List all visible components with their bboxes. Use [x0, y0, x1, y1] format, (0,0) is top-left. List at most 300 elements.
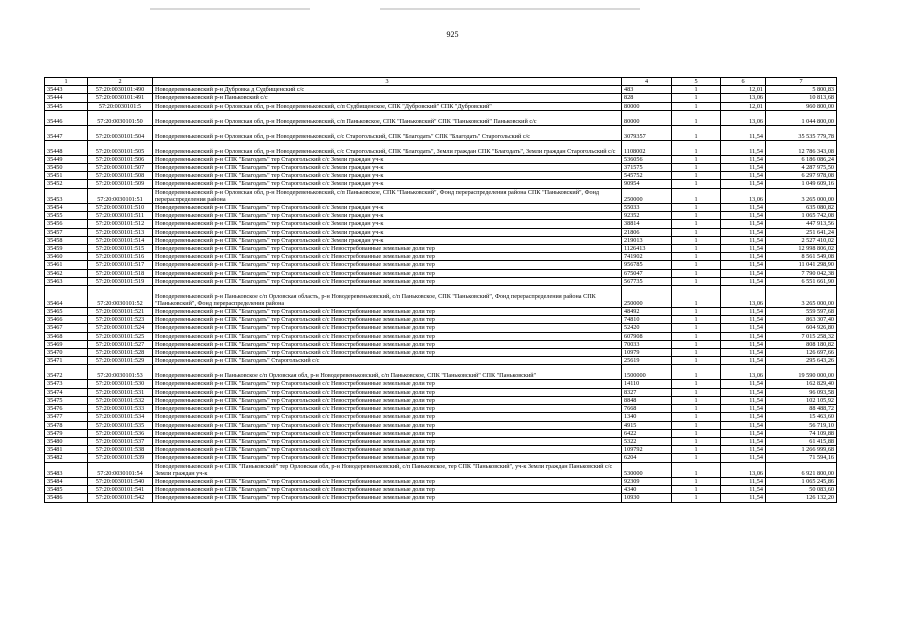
value-cell: 295 643,26: [766, 357, 837, 365]
rate-cell: 11,54: [721, 437, 766, 445]
value-cell: 19 590 000,00: [766, 365, 837, 380]
cadastral-number-cell: 57:20:0030101:533: [88, 405, 153, 413]
cadastral-number-cell: 57:20:0030101:514: [88, 236, 153, 244]
cadastral-number-cell: 57:20:0030101:490: [88, 86, 153, 94]
address-cell: Новодеревеньковский р-н СПК "Благодать" тер Старогольский с/с Невостребованные земельные доли тер: [153, 253, 622, 261]
table-row: [45, 220, 837, 228]
area-cell: 250000: [622, 286, 672, 308]
count-cell: 1: [672, 269, 721, 277]
rate-cell: 11,54: [721, 413, 766, 421]
rate-cell: 11,54: [721, 204, 766, 212]
table-row: [45, 324, 837, 332]
cadastral-number-cell: 57:20:0030101:523: [88, 316, 153, 324]
area-cell: 567735: [622, 277, 672, 285]
area-cell: 1500000: [622, 365, 672, 380]
rate-cell: 11,54: [721, 228, 766, 236]
rate-cell: 11,54: [721, 332, 766, 340]
address-cell: Новодеревеньковский р-н СПК "Благодать" тер Старогольский с/с Невостребованные земельные доли тер: [153, 308, 622, 316]
cadastral-number-cell: 57:20:0030101:537: [88, 437, 153, 445]
table-row: [45, 253, 837, 261]
page-number: 925: [446, 30, 459, 39]
area-cell: 1340: [622, 413, 672, 421]
address-cell: Новодеревеньковский р-н Паньковское с/п Орловская обл, р-н Новодеревеньковский, с/п Паньковское, СПК "Паньковский" СПК "Паньковский": [153, 365, 622, 380]
row-number-cell: 35462: [45, 269, 88, 277]
cadastral-number-cell: 57:20:0030101:528: [88, 349, 153, 357]
table-row: [45, 494, 837, 502]
address-cell: Новодеревеньковский р-н СПК "Благодать" тер Старогольский с/с Невостребованные земельные доли тер: [153, 477, 622, 485]
count-cell: 1: [672, 140, 721, 155]
table-row: [45, 110, 837, 125]
value-cell: 447 913,56: [766, 220, 837, 228]
rate-cell: 11,54: [721, 494, 766, 502]
row-number-cell: 35449: [45, 155, 88, 163]
row-number-cell: 35450: [45, 164, 88, 172]
rate-cell: 11,54: [721, 349, 766, 357]
count-cell: 1: [672, 102, 721, 110]
value-cell: 15 463,60: [766, 413, 837, 421]
address-cell: Новодеревеньковский р-н СПК "Благодать" тер Старогольский с/с Невостребованные земельные доли тер: [153, 446, 622, 454]
value-cell: 5 800,83: [766, 86, 837, 94]
value-cell: 251 641,24: [766, 228, 837, 236]
cadastral-number-cell: 57:20:0030101:504: [88, 125, 153, 140]
rate-cell: 13,06: [721, 365, 766, 380]
row-number-cell: 35452: [45, 180, 88, 188]
address-cell: Новодеревеньковский р-н Орловская обл, р-н Новодеревеньковский, с/п Паньковское, СПК "Паньковский", Фонд перераспределения района СПК "Паньковский", Фонд перераспределения района: [153, 188, 622, 203]
column-header: 2: [88, 78, 153, 86]
value-cell: 1 065 742,08: [766, 212, 837, 220]
cadastral-number-cell: 57:20:0030101:53: [88, 365, 153, 380]
rate-cell: 11,54: [721, 446, 766, 454]
area-cell: 92352: [622, 212, 672, 220]
address-cell: Новодеревеньковский р-н СПК "Благодать" Старогольский с/с: [153, 357, 622, 365]
table-row: [45, 421, 837, 429]
address-cell: Новодеревеньковский р-н Дубровка д Судбищенский с/с: [153, 86, 622, 94]
table-row: [45, 204, 837, 212]
table-row: [45, 477, 837, 485]
cadastral-number-cell: 57:20:0030101:491: [88, 94, 153, 102]
cadastral-number-cell: 57:20:0030101:50: [88, 110, 153, 125]
address-cell: Новодеревеньковский р-н СПК "Благодать" тер Старогольский с/с Земли граждан уч-к: [153, 155, 622, 163]
area-cell: 109792: [622, 446, 672, 454]
row-number-cell: 35484: [45, 477, 88, 485]
land-registry-table: [44, 77, 837, 503]
area-cell: 6204: [622, 454, 672, 462]
address-cell: Новодеревеньковский р-н СПК "Благодать" тер Старогольский с/с Земли граждан уч-к: [153, 180, 622, 188]
rate-cell: 11,54: [721, 212, 766, 220]
row-number-cell: 35470: [45, 349, 88, 357]
address-cell: Новодеревеньковский р-н СПК "Благодать" тер Старогольский с/с Земли граждан уч-к: [153, 172, 622, 180]
value-cell: 960 800,00: [766, 102, 837, 110]
address-cell: Новодеревеньковский р-н СПК "Благодать" тер Старогольский с/с Невостребованные земельные доли тер: [153, 261, 622, 269]
table-row: [45, 332, 837, 340]
area-cell: 675047: [622, 269, 672, 277]
value-cell: 88 488,72: [766, 405, 837, 413]
count-cell: 1: [672, 110, 721, 125]
address-cell: Новодеревеньковский р-н СПК "Благодать" тер Старогольский с/с Невостребованные земельные доли тер: [153, 269, 622, 277]
address-cell: Новодеревеньковский р-н СПК "Благодать" тер Старогольский с/с Невостребованные земельные доли тер: [153, 245, 622, 253]
address-cell: Новодеревеньковский р-н СПК "Благодать" тер Старогольский с/с Невостребованные земельные доли тер: [153, 396, 622, 404]
rate-cell: 11,54: [721, 140, 766, 155]
cadastral-number-cell: 57:20:0030101:505: [88, 140, 153, 155]
area-cell: 48492: [622, 308, 672, 316]
rate-cell: 13,06: [721, 94, 766, 102]
table-row: [45, 308, 837, 316]
rate-cell: 11,54: [721, 220, 766, 228]
address-cell: Новодеревеньковский р-н СПК "Благодать" тер Старогольский с/с Невостребованные земельные доли тер: [153, 340, 622, 348]
rate-cell: 11,54: [721, 236, 766, 244]
table-row: [45, 380, 837, 388]
cadastral-number-cell: 57:20:0030101:530: [88, 380, 153, 388]
area-cell: 4915: [622, 421, 672, 429]
area-cell: 25619: [622, 357, 672, 365]
area-cell: 80000: [622, 102, 672, 110]
address-cell: Новодеревеньковский р-н СПК "Благодать" тер Старогольский с/с Невостребованные земельные доли тер: [153, 388, 622, 396]
area-cell: 10930: [622, 494, 672, 502]
row-number-cell: 35463: [45, 277, 88, 285]
cadastral-number-cell: 57:20:0030101:542: [88, 494, 153, 502]
cadastral-number-cell: 57:20:0030101:534: [88, 413, 153, 421]
table-row: [45, 446, 837, 454]
cadastral-number-cell: 57:20:0030101:540: [88, 477, 153, 485]
value-cell: 102 105,92: [766, 396, 837, 404]
count-cell: 1: [672, 324, 721, 332]
count-cell: 1: [672, 380, 721, 388]
table-row: [45, 245, 837, 253]
address-cell: Новодеревеньковский р-н Орловская обл, р-н Новодеревеньковский, с/с Старогольский, СПК "Благодать" СПК "Благодать" Старогольский с/с: [153, 125, 622, 140]
rate-cell: 11,54: [721, 180, 766, 188]
value-cell: 808 180,82: [766, 340, 837, 348]
area-cell: 10979: [622, 349, 672, 357]
cadastral-number-cell: 57:20:0030101:535: [88, 421, 153, 429]
cadastral-number-cell: 57:20:0030101:511: [88, 212, 153, 220]
rate-cell: 13,06: [721, 110, 766, 125]
count-cell: 1: [672, 228, 721, 236]
row-number-cell: 35480: [45, 437, 88, 445]
count-cell: 1: [672, 365, 721, 380]
area-cell: 741902: [622, 253, 672, 261]
area-cell: 1108002: [622, 140, 672, 155]
area-cell: 7668: [622, 405, 672, 413]
rate-cell: 11,54: [721, 308, 766, 316]
rate-cell: 11,54: [721, 477, 766, 485]
value-cell: 11 041 298,90: [766, 261, 837, 269]
row-number-cell: 35448: [45, 140, 88, 155]
row-number-cell: 35443: [45, 86, 88, 94]
table-row: [45, 125, 837, 140]
table-row: [45, 286, 837, 308]
table-row: [45, 140, 837, 155]
value-cell: 6 186 086,24: [766, 155, 837, 163]
cadastral-number-cell: 57:20:0030101:532: [88, 396, 153, 404]
row-number-cell: 35474: [45, 388, 88, 396]
scan-artifact: [150, 8, 310, 10]
row-number-cell: 35468: [45, 332, 88, 340]
value-cell: 74 109,88: [766, 429, 837, 437]
address-cell: Новодеревеньковский р-н СПК "Благодать" тер Старогольский с/с Невостребованные земельные доли тер: [153, 405, 622, 413]
row-number-cell: 35485: [45, 486, 88, 494]
row-number-cell: 35472: [45, 365, 88, 380]
row-number-cell: 35457: [45, 228, 88, 236]
cadastral-number-cell: 57:20:0030101:5: [88, 102, 153, 110]
value-cell: 559 597,68: [766, 308, 837, 316]
scan-artifact: [380, 8, 640, 10]
row-number-cell: 35451: [45, 172, 88, 180]
row-number-cell: 35469: [45, 340, 88, 348]
value-cell: 56 719,10: [766, 421, 837, 429]
count-cell: 1: [672, 164, 721, 172]
address-cell: Новодеревеньковский р-н СПК "Благодать" тер Старогольский с/с Невостребованные земельные доли тер: [153, 437, 622, 445]
address-cell: Новодеревеньковский р-н СПК "Благодать" тер Старогольский с/с Невостребованные земельные доли тер: [153, 349, 622, 357]
cadastral-number-cell: 57:20:0030101:51: [88, 188, 153, 203]
table-row: [45, 269, 837, 277]
table-header-row: [45, 78, 837, 86]
area-cell: 90954: [622, 180, 672, 188]
table-row: [45, 316, 837, 324]
value-cell: 3 265 000,00: [766, 188, 837, 203]
value-cell: 1 049 609,16: [766, 180, 837, 188]
rate-cell: 11,54: [721, 486, 766, 494]
address-cell: Новодеревеньковский р-н СПК "Благодать" тер Старогольский с/с Невостребованные земельные доли тер: [153, 332, 622, 340]
area-cell: 545752: [622, 172, 672, 180]
cadastral-number-cell: 57:20:0030101:527: [88, 340, 153, 348]
table-row: [45, 413, 837, 421]
count-cell: 1: [672, 332, 721, 340]
count-cell: 1: [672, 413, 721, 421]
value-cell: 35 535 779,78: [766, 125, 837, 140]
table-row: [45, 454, 837, 462]
table-row: [45, 365, 837, 380]
count-cell: 1: [672, 155, 721, 163]
address-cell: Новодеревеньковский р-н Орловская обл, р-н Новодеревеньковский, с/п Судбищенское, СПК "Дубровский" СПК "Дубровский": [153, 102, 622, 110]
area-cell: 219013: [622, 236, 672, 244]
table-row: [45, 86, 837, 94]
cadastral-number-cell: 57:20:0030101:538: [88, 446, 153, 454]
value-cell: 3 265 000,00: [766, 286, 837, 308]
cadastral-number-cell: 57:20:0030101:536: [88, 429, 153, 437]
address-cell: Новодеревеньковский р-н СПК "Благодать" тер Старогольский с/с Невостребованные земельные доли тер: [153, 494, 622, 502]
value-cell: 162 829,40: [766, 380, 837, 388]
area-cell: 5322: [622, 437, 672, 445]
table-row: [45, 212, 837, 220]
count-cell: 1: [672, 349, 721, 357]
rate-cell: 11,54: [721, 429, 766, 437]
row-number-cell: 35466: [45, 316, 88, 324]
value-cell: 1 044 800,00: [766, 110, 837, 125]
area-cell: 1126413: [622, 245, 672, 253]
table-row: [45, 357, 837, 365]
area-cell: 92309: [622, 477, 672, 485]
area-cell: 607908: [622, 332, 672, 340]
rate-cell: 11,54: [721, 261, 766, 269]
rate-cell: 11,54: [721, 396, 766, 404]
cadastral-number-cell: 57:20:0030101:516: [88, 253, 153, 261]
row-number-cell: 35464: [45, 286, 88, 308]
area-cell: 828: [622, 94, 672, 102]
table-row: [45, 172, 837, 180]
value-cell: 6 921 800,00: [766, 462, 837, 477]
area-cell: 6422: [622, 429, 672, 437]
area-cell: 74810: [622, 316, 672, 324]
row-number-cell: 35444: [45, 94, 88, 102]
row-number-cell: 35476: [45, 405, 88, 413]
table-row: [45, 462, 837, 477]
address-cell: Новодеревеньковский р-н СПК "Благодать" тер Старогольский с/с Земли граждан уч-к: [153, 220, 622, 228]
count-cell: 1: [672, 388, 721, 396]
cadastral-number-cell: 57:20:0030101:521: [88, 308, 153, 316]
rate-cell: 11,54: [721, 380, 766, 388]
area-cell: 55033: [622, 204, 672, 212]
row-number-cell: 35477: [45, 413, 88, 421]
count-cell: 1: [672, 212, 721, 220]
count-cell: 1: [672, 308, 721, 316]
value-cell: 635 080,82: [766, 204, 837, 212]
row-number-cell: 35473: [45, 380, 88, 388]
rate-cell: 11,54: [721, 164, 766, 172]
rate-cell: 11,54: [721, 253, 766, 261]
rate-cell: 12,01: [721, 102, 766, 110]
rate-cell: 11,54: [721, 155, 766, 163]
rate-cell: 11,54: [721, 405, 766, 413]
area-cell: 52420: [622, 324, 672, 332]
cadastral-number-cell: 57:20:0030101:513: [88, 228, 153, 236]
area-cell: 371575: [622, 164, 672, 172]
address-cell: Новодеревеньковский р-н Орловская обл, р-н Новодеревеньковский, с/с Старогольский, СПК "Благодать", Земли граждан СПК "Благодать", Земли граждан Старогольский с/с: [153, 140, 622, 155]
table-row: [45, 155, 837, 163]
count-cell: 1: [672, 340, 721, 348]
table-row: [45, 228, 837, 236]
count-cell: 1: [672, 125, 721, 140]
count-cell: 1: [672, 494, 721, 502]
value-cell: 863 307,40: [766, 316, 837, 324]
count-cell: 1: [672, 172, 721, 180]
table-row: [45, 102, 837, 110]
row-number-cell: 35475: [45, 396, 88, 404]
cadastral-number-cell: 57:20:0030101:539: [88, 454, 153, 462]
row-number-cell: 35478: [45, 421, 88, 429]
count-cell: 1: [672, 446, 721, 454]
row-number-cell: 35471: [45, 357, 88, 365]
area-cell: 8848: [622, 396, 672, 404]
value-cell: 7 015 258,32: [766, 332, 837, 340]
cadastral-number-cell: 57:20:0030101:524: [88, 324, 153, 332]
address-cell: Новодеревеньковский р-н СПК "Благодать" тер Старогольский с/с Невостребованные земельные доли тер: [153, 324, 622, 332]
area-cell: 4340: [622, 486, 672, 494]
table-row: [45, 261, 837, 269]
table-row: [45, 236, 837, 244]
area-cell: 70033: [622, 340, 672, 348]
value-cell: 604 926,80: [766, 324, 837, 332]
rate-cell: 11,54: [721, 340, 766, 348]
row-number-cell: 35459: [45, 245, 88, 253]
address-cell: Новодеревеньковский р-н СПК "Благодать" тер Старогольский с/с Земли граждан уч-к: [153, 212, 622, 220]
address-cell: Новодеревеньковский р-н СПК "Благодать" тер Старогольский с/с Невостребованные земельные доли тер: [153, 380, 622, 388]
row-number-cell: 35455: [45, 212, 88, 220]
value-cell: 126 132,20: [766, 494, 837, 502]
cadastral-number-cell: 57:20:0030101:519: [88, 277, 153, 285]
row-number-cell: 35483: [45, 462, 88, 477]
table-row: [45, 405, 837, 413]
address-cell: Новодеревеньковский р-н СПК "Благодать" тер Старогольский с/с Невостребованные земельные доли тер: [153, 486, 622, 494]
row-number-cell: 35447: [45, 125, 88, 140]
rate-cell: 11,54: [721, 454, 766, 462]
cadastral-number-cell: 57:20:0030101:509: [88, 180, 153, 188]
address-cell: Новодеревеньковский р-н СПК "Благодать" тер Старогольский с/с Невостребованные земельные доли тер: [153, 421, 622, 429]
value-cell: 1 266 999,68: [766, 446, 837, 454]
row-number-cell: 35460: [45, 253, 88, 261]
address-cell: Новодеревеньковский р-н СПК "Паньковский" тер Орловская обл, р-н Новодеревеньковский, с/п Паньковское, тер СПК "Паньковский", уч-к Земли граждан Паньковский с/с Земли граждан уч-к: [153, 462, 622, 477]
table-row: [45, 340, 837, 348]
cadastral-number-cell: 57:20:0030101:507: [88, 164, 153, 172]
column-header: 6: [721, 78, 766, 86]
count-cell: 1: [672, 316, 721, 324]
count-cell: 1: [672, 86, 721, 94]
value-cell: 7 790 042,38: [766, 269, 837, 277]
value-cell: 96 093,58: [766, 388, 837, 396]
count-cell: 1: [672, 277, 721, 285]
rate-cell: 13,06: [721, 188, 766, 203]
cadastral-number-cell: 57:20:0030101:525: [88, 332, 153, 340]
row-number-cell: 35467: [45, 324, 88, 332]
table-row: [45, 388, 837, 396]
table-row: [45, 437, 837, 445]
cadastral-number-cell: 57:20:0030101:508: [88, 172, 153, 180]
value-cell: 12 786 343,08: [766, 140, 837, 155]
count-cell: 1: [672, 421, 721, 429]
table-row: [45, 349, 837, 357]
address-cell: Новодеревеньковский р-н СПК "Благодать" тер Старогольский с/с Земли граждан уч-к: [153, 236, 622, 244]
area-cell: 250000: [622, 188, 672, 203]
value-cell: 4 287 975,50: [766, 164, 837, 172]
value-cell: 50 083,60: [766, 486, 837, 494]
address-cell: Новодеревеньковский р-н Паньковское с/п Орловская область, р-н Новодеревеньковский, с/п Паньковское, СПК "Паньковский", Фонд перераспределения района СПК "Паньковский", Фонд перераспределения района: [153, 286, 622, 308]
cadastral-number-cell: 57:20:0030101:517: [88, 261, 153, 269]
row-number-cell: 35453: [45, 188, 88, 203]
rate-cell: 11,54: [721, 324, 766, 332]
cadastral-number-cell: 57:20:0030101:54: [88, 462, 153, 477]
count-cell: 1: [672, 94, 721, 102]
table-row: [45, 180, 837, 188]
table-row: [45, 277, 837, 285]
cadastral-number-cell: 57:20:0030101:510: [88, 204, 153, 212]
area-cell: 530000: [622, 462, 672, 477]
row-number-cell: 35446: [45, 110, 88, 125]
row-number-cell: 35461: [45, 261, 88, 269]
count-cell: 1: [672, 405, 721, 413]
address-cell: Новодеревеньковский р-н СПК "Благодать" тер Старогольский с/с Невостребованные земельные доли тер: [153, 413, 622, 421]
cadastral-number-cell: 57:20:0030101:518: [88, 269, 153, 277]
value-cell: 2 527 410,02: [766, 236, 837, 244]
area-cell: 21806: [622, 228, 672, 236]
count-cell: 1: [672, 204, 721, 212]
address-cell: Новодеревеньковский р-н СПК "Благодать" тер Старогольский с/с Невостребованные земельные доли тер: [153, 429, 622, 437]
rate-cell: 11,54: [721, 125, 766, 140]
column-header: 4: [622, 78, 672, 86]
row-number-cell: 35479: [45, 429, 88, 437]
address-cell: Новодеревеньковский р-н СПК "Благодать" тер Старогольский с/с Невостребованные земельные доли тер: [153, 454, 622, 462]
count-cell: 1: [672, 396, 721, 404]
address-cell: Новодеревеньковский р-н СПК "Благодать" тер Старогольский с/с Невостребованные земельные доли тер: [153, 316, 622, 324]
area-cell: 8327: [622, 388, 672, 396]
rate-cell: 11,54: [721, 269, 766, 277]
count-cell: 1: [672, 477, 721, 485]
address-cell: Новодеревеньковский р-н СПК "Благодать" тер Старогольский с/с Земли граждан уч-к: [153, 164, 622, 172]
row-number-cell: 35482: [45, 454, 88, 462]
value-cell: 1 065 245,86: [766, 477, 837, 485]
table-row: [45, 486, 837, 494]
area-cell: 14110: [622, 380, 672, 388]
value-cell: 6 551 661,90: [766, 277, 837, 285]
rate-cell: 12,01: [721, 86, 766, 94]
